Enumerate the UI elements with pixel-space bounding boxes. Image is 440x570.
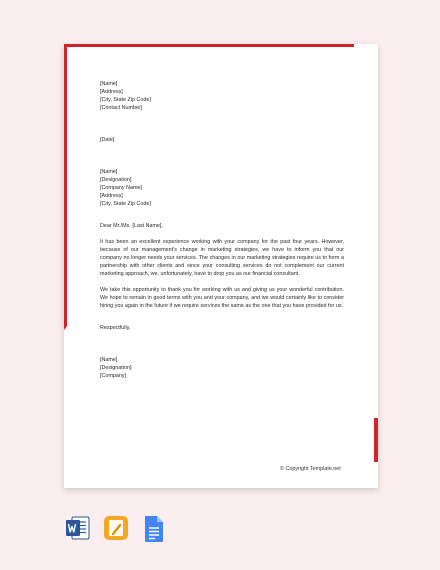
signature-designation: [Designation] — [100, 365, 132, 371]
recipient-block — [100, 168, 344, 208]
sender-address: [Address] — [100, 89, 123, 95]
sender-city: [City, State Zip Code] — [100, 97, 151, 103]
recipient-company: [Company Name] — [100, 185, 142, 191]
closing: Respectfully, — [100, 325, 131, 331]
sender-contact: [Contact Number] — [100, 105, 143, 111]
left-accent-bar — [64, 44, 67, 326]
recipient-city: [City, State Zip Code] — [100, 201, 151, 207]
top-accent-bar — [64, 44, 354, 47]
signature-company: [Company] — [100, 373, 127, 379]
copyright-text: © Copyright Template.net — [280, 466, 341, 472]
body-paragraph-1: It has been an excellent experience working with your company for the past four years. However, because of our management's change in marketing strategies, we have to inform you that our company no longer needs your services. The changes in our marketing strategies require us to form a partnership with other clients and since your consulting services do not complement our current marketing approach, we, unfortunately, have to drop you as our financial consultant. — [100, 239, 344, 277]
recipient-designation: [Designation] — [100, 177, 132, 183]
left-accent-corner — [64, 326, 67, 330]
sender-block — [100, 80, 344, 112]
right-accent-bar — [374, 418, 378, 462]
pages-icon[interactable] — [103, 515, 129, 541]
signature-name: [Name] — [100, 357, 118, 363]
body-paragraph-2: We take this opportunity to thank you for working with us and giving us your wonderful contribution. We hope to remain in good terms with you and your company, and we would certainly like to consider hiring you again in the future if we require services the same as the one that you have provided for us. — [100, 287, 344, 309]
google-docs-icon[interactable] — [143, 515, 165, 543]
word-icon[interactable] — [65, 515, 91, 541]
recipient-name: [Name] — [100, 169, 118, 175]
top-accent-corner — [350, 44, 354, 47]
salutation: Dear Mr./Ms. [Last Name], — [100, 223, 163, 229]
letter-content — [100, 80, 344, 380]
signature-block — [100, 356, 344, 380]
letter-date: [Date] — [100, 137, 115, 143]
sender-name: [Name] — [100, 81, 118, 87]
recipient-address: [Address] — [100, 193, 123, 199]
